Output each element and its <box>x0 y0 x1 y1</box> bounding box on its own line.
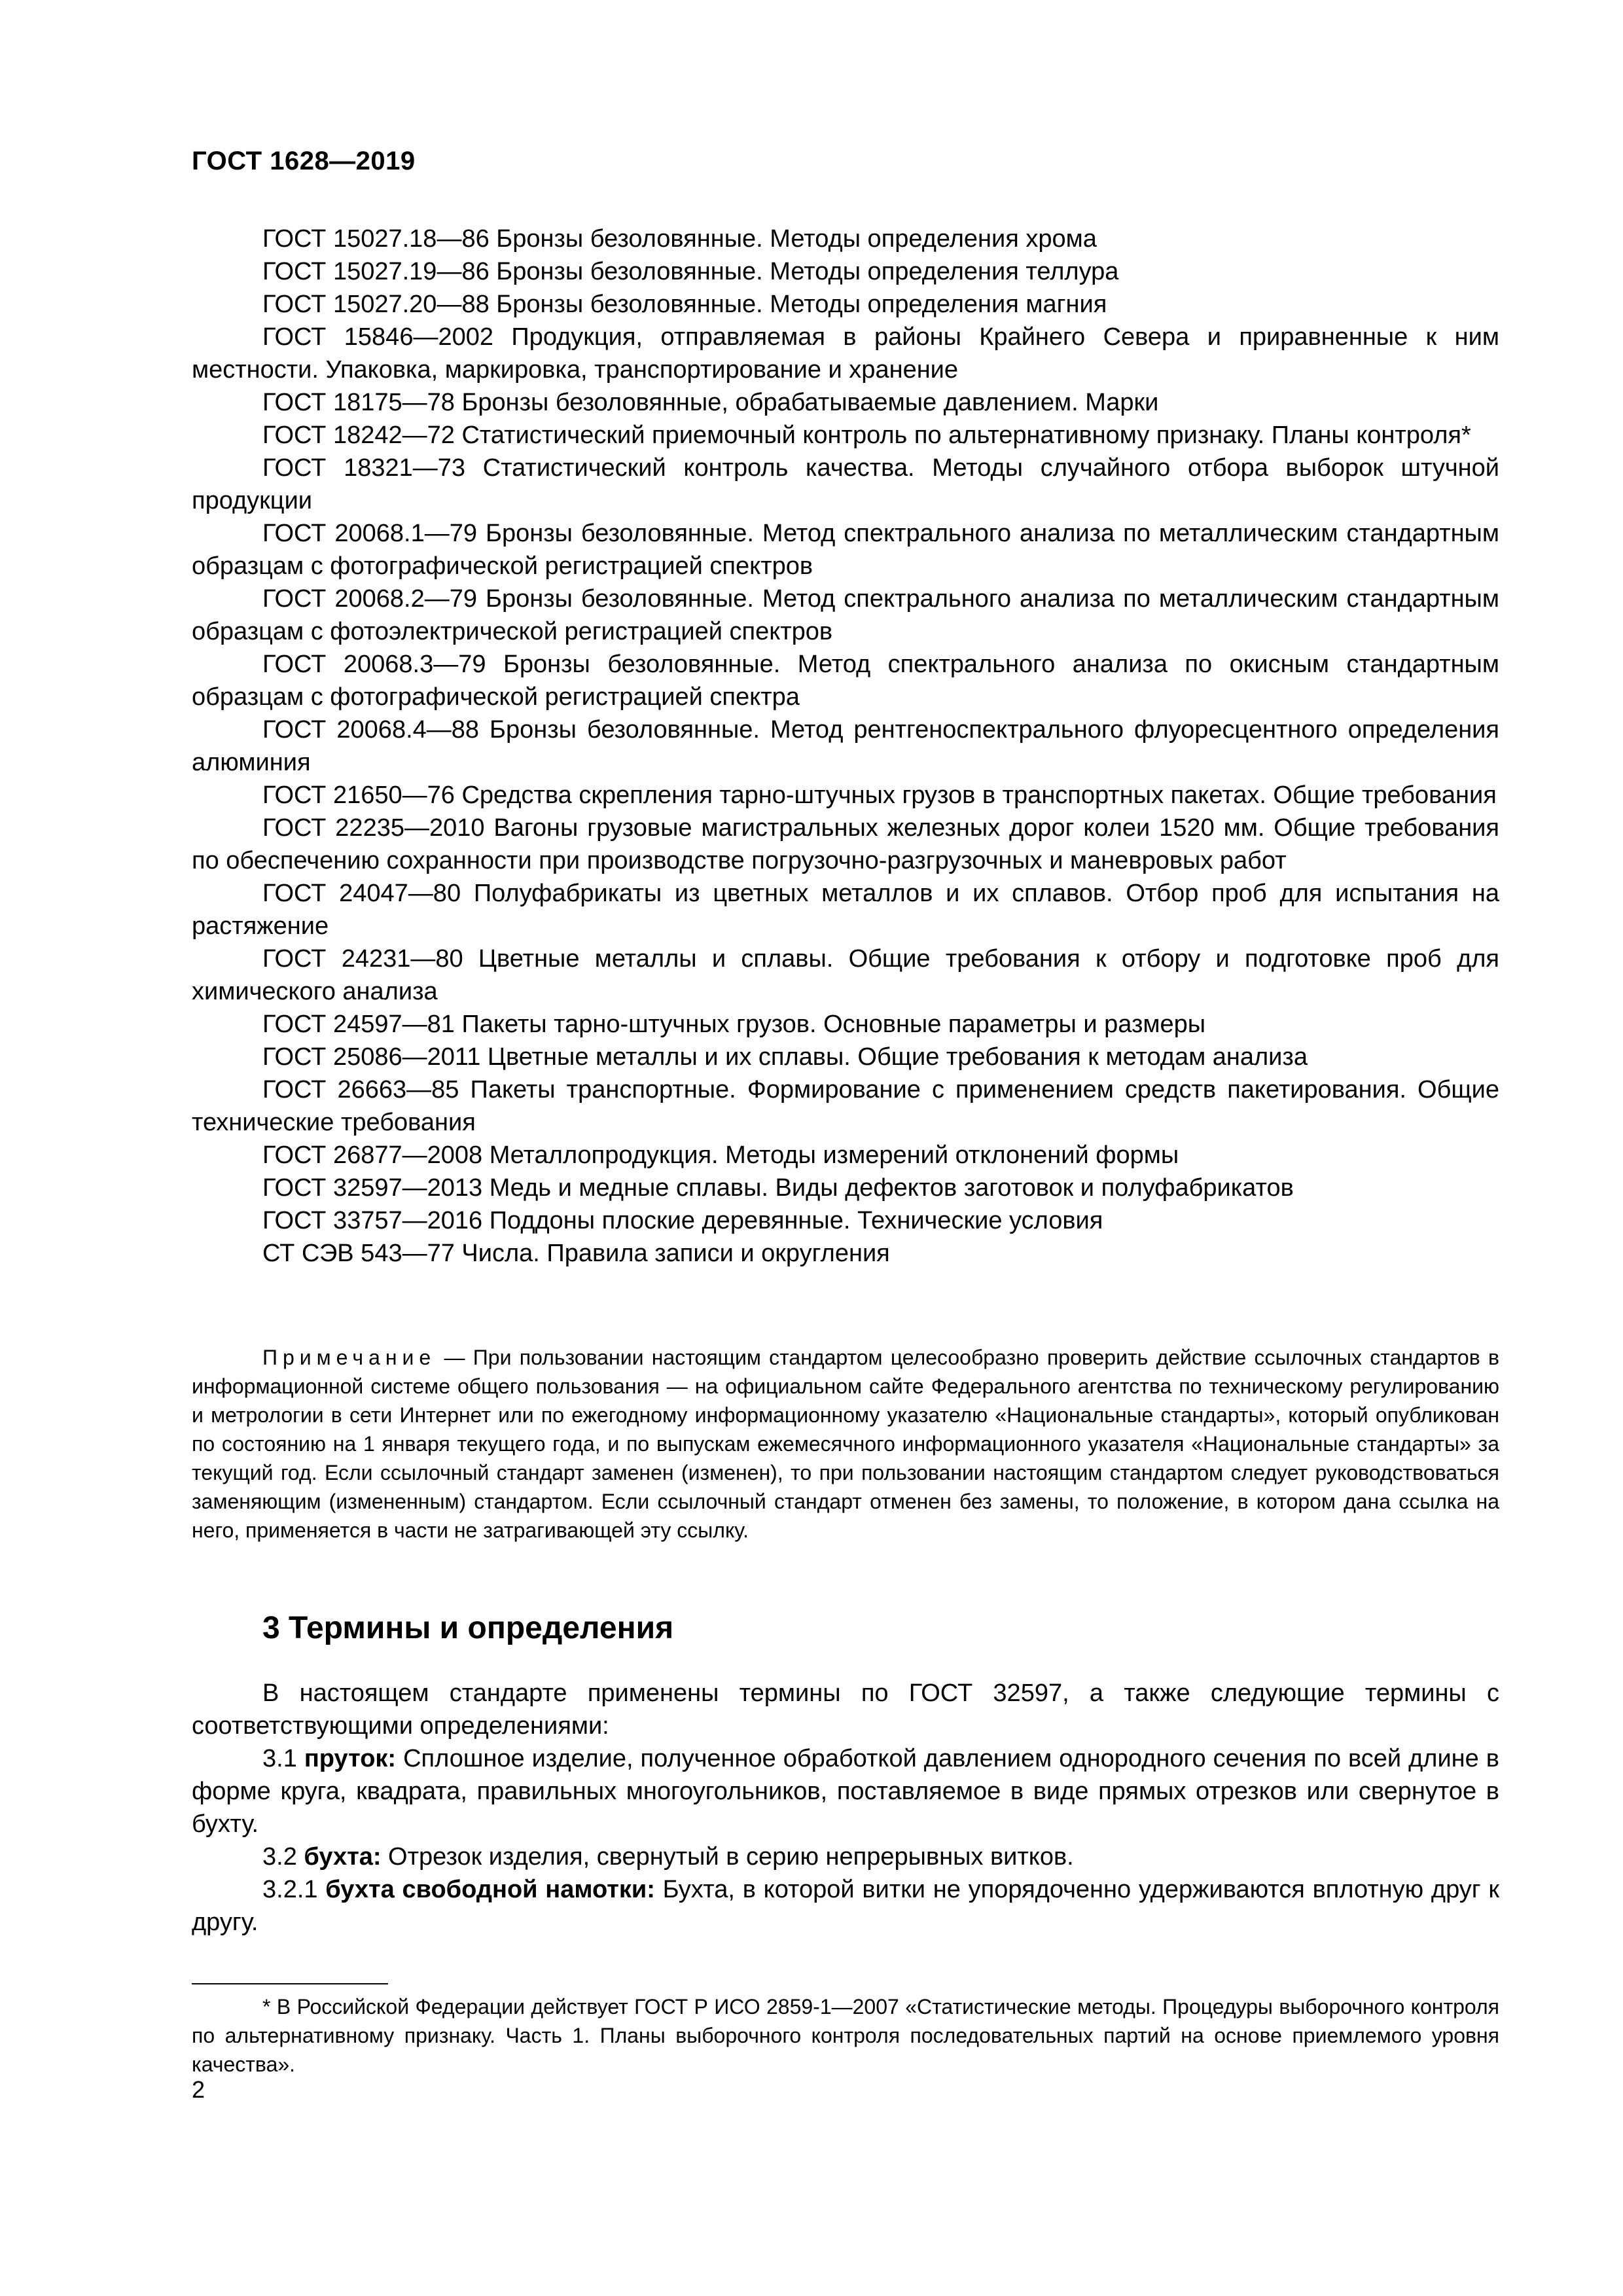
reference-item: ГОСТ 32597—2013 Медь и медные сплавы. Виды дефектов заготовок и полуфабрикатов <box>262 1174 1294 1202</box>
reference-item: СТ СЭВ 543—77 Числа. Правила записи и округления <box>262 1240 890 1267</box>
footnote-divider <box>192 1983 388 1984</box>
reference-item: ГОСТ 20068.2—79 Бронзы безоловянные. Метод спектрального анализа по металлическим стандартным образцам с фотоэлектрической регистрацией спектров <box>192 585 1499 645</box>
term-name: бухта: <box>304 1843 382 1871</box>
term-definition: Сплошное изделие, полученное обработкой давлением однородного сечения по всей длине в форме круга, квадрата, правильных многоугольников, поставляемое в виде прямых отрезков или свернутое в бухту. <box>192 1745 1499 1838</box>
reference-item: ГОСТ 20068.4—88 Бронзы безоловянные. Метод рентгеноспектрального флуоресцентного определения алюминия <box>192 716 1499 776</box>
running-header: ГОСТ 1628—2019 <box>192 147 416 175</box>
term-name: пруток: <box>304 1745 397 1772</box>
reference-item: ГОСТ 20068.3—79 Бронзы безоловянные. Метод спектрального анализа по окисным стандартным образцам с фотографической регистрацией спектра <box>192 651 1499 711</box>
reference-item: ГОСТ 18175—78 Бронзы безоловянные, обрабатываемые давлением. Марки <box>262 389 1159 416</box>
term-entry <box>192 1873 1499 1939</box>
reference-item: ГОСТ 26877—2008 Металлопродукция. Методы измерений отклонений формы <box>262 1141 1179 1169</box>
term-definition: Отрезок изделия, свернутый в серию непрерывных витков. <box>381 1843 1074 1871</box>
reference-item: ГОСТ 15027.18—86 Бронзы безоловянные. Методы определения хрома <box>262 225 1097 253</box>
reference-item: ГОСТ 15027.20—88 Бронзы безоловянные. Методы определения магния <box>262 291 1107 318</box>
term-entry <box>192 1742 1499 1840</box>
term-number: 3.2.1 <box>262 1876 326 1903</box>
term-entry <box>192 1840 1499 1873</box>
note-label: Примечание <box>262 1346 437 1369</box>
reference-item: ГОСТ 21650—76 Средства скрепления тарно-штучных грузов в транспортных пакетах. Общие требования <box>262 781 1497 809</box>
reference-item: ГОСТ 18242—72 Статистический приемочный контроль по альтернативному признаку. Планы контроля* <box>262 422 1471 449</box>
reference-item: ГОСТ 33757—2016 Поддоны плоские деревянные. Технические условия <box>262 1207 1103 1234</box>
reference-item: ГОСТ 24597—81 Пакеты тарно-штучных грузов. Основные параметры и размеры <box>262 1011 1206 1038</box>
reference-item: ГОСТ 26663—85 Пакеты транспортные. Формирование с применением средств пакетирования. Общие технические требования <box>192 1076 1499 1136</box>
term-number: 3.2 <box>262 1843 304 1871</box>
terms-intro: В настоящем стандарте применены термины по ГОСТ 32597, а также следующие термины с соответствующими определениями: <box>192 1679 1499 1740</box>
reference-item: ГОСТ 18321—73 Статистический контроль качества. Методы случайного отбора выборок штучной продукции <box>192 454 1499 514</box>
reference-item: ГОСТ 25086—2011 Цветные металлы и их сплавы. Общие требования к методам анализа <box>262 1043 1308 1071</box>
note-text: — При пользовании настоящим стандартом целесообразно проверить действие ссылочных стандартов в информационной системе общего пользования — на официальном сайте Федерального агентства по техническому регулированию и метрологии в сети Интернет или по ежегодному информационному указателю «Национальные стандарты», который опубликован по состоянию на 1 января текущего года, и по выпускам ежемесячного информационного указателя «Национальные стандарты» за текущий год. Если ссылочный стандарт заменен (изменен), то при пользовании настоящим стандартом следует руководствоваться заменяющим (измененным) стандартом. Если ссылочный стандарт отменен без замены, то положение, в котором дана ссылка на него, применяется в части не затрагивающей эту ссылку. <box>192 1346 1499 1542</box>
reference-item: ГОСТ 15846—2002 Продукция, отправляемая в районы Крайнего Севера и приравненные к ним местности. Упаковка, маркировка, транспортирование и хранение <box>192 323 1499 384</box>
reference-item: ГОСТ 22235—2010 Вагоны грузовые магистральных железных дорог колеи 1520 мм. Общие требования по обеспечению сохранности при производстве погрузочно-разгрузочных и маневровых работ <box>192 814 1499 874</box>
term-definition: Бухта, в которой витки не упорядоченно удерживаются вплотную друг к другу. <box>192 1876 1500 1936</box>
terms-section-body <box>192 1677 1499 1939</box>
note-paragraph <box>192 1343 1499 1545</box>
reference-item: ГОСТ 15027.19—86 Бронзы безоловянные. Методы определения теллура <box>262 258 1119 285</box>
reference-item: ГОСТ 24047—80 Полуфабрикаты из цветных металлов и их сплавов. Отбор проб для испытания на растяжение <box>192 880 1499 940</box>
reference-item: ГОСТ 20068.1—79 Бронзы безоловянные. Метод спектрального анализа по металлическим стандартным образцам с фотографической регистрацией спектров <box>192 520 1499 580</box>
page-number: 2 <box>192 2076 205 2103</box>
reference-item: ГОСТ 24231—80 Цветные металлы и сплавы. Общие требования к отбору и подготовке проб для химического анализа <box>192 945 1499 1005</box>
normative-references-list <box>192 223 1499 1270</box>
section-heading: 3 Термины и определения <box>262 1611 674 1645</box>
term-number: 3.1 <box>262 1745 304 1772</box>
term-name: бухта свободной намотки: <box>325 1876 655 1903</box>
footnote: * В Российской Федерации действует ГОСТ Р ИСО 2859-1—2007 «Статистические методы. Процедуры выборочного контроля по альтернативному признаку. Часть 1. Планы выборочного контроля последовательных партий на основе приемлемого уровня качества». <box>192 1995 1499 2076</box>
